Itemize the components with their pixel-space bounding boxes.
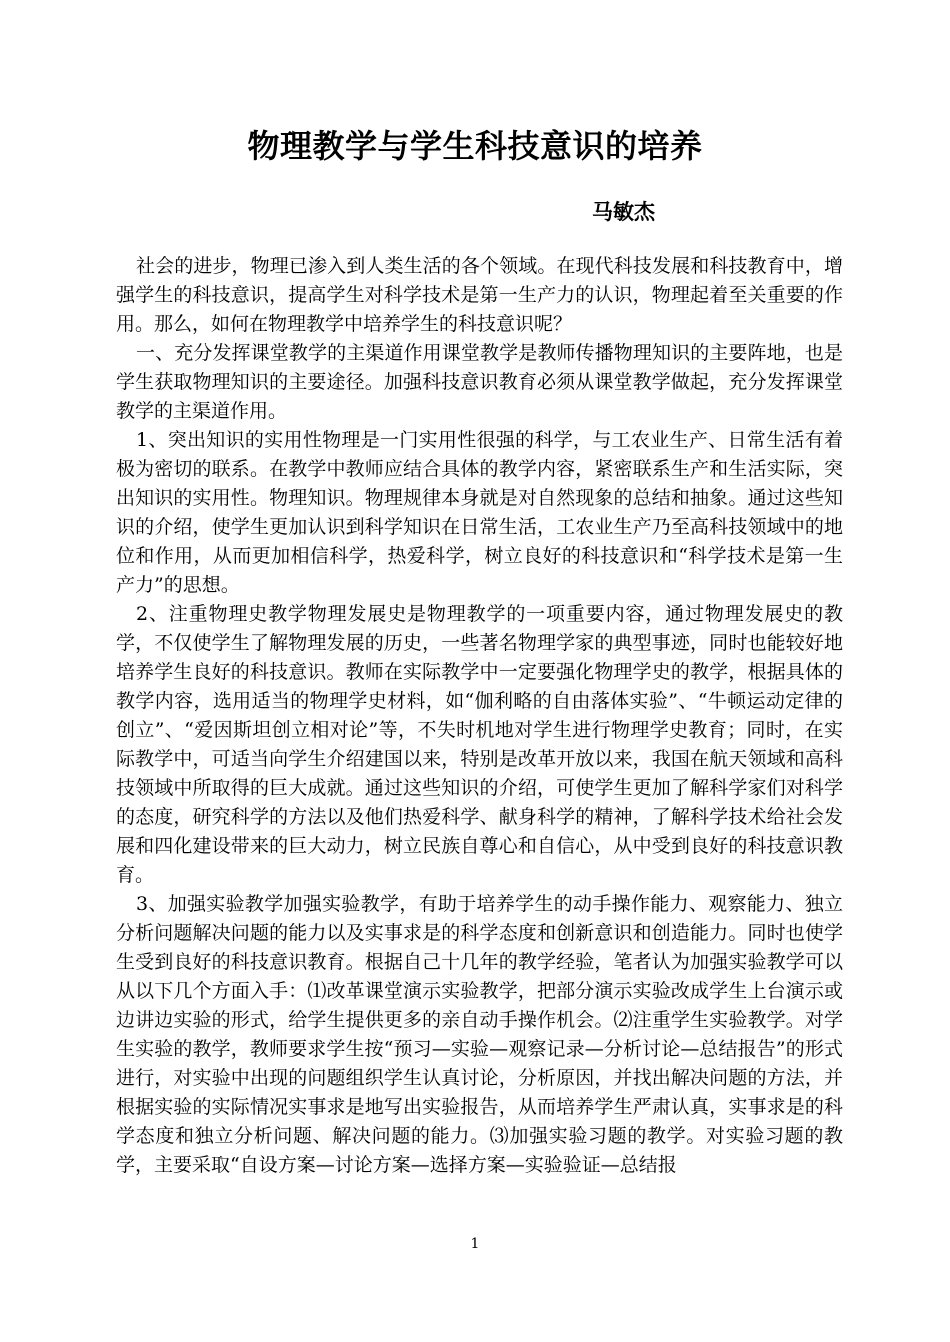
document-title: 物理教学与学生科技意识的培养 [247,127,703,165]
paragraph-point-1: 1、突出知识的实用性物理是一门实用性很强的科学，与工农业生产、日常生活有着极为密切的联系。在教学中教师应结合具体的教学内容，紧密联系生产和生活实际，突出知识的实用性。物理知识。物理规律本身就是对自然现象的总结和抽象。通过这些知识的介绍，使学生更加认识到科学知识在日常生活，工农业生产乃至高科技领域中的地位和作用，从而更加相信科学，热爱科学，树立良好的科技意识和“科学技术是第一生产力”的思想。 [116,429,843,596]
paragraph-point-3: 3、加强实验教学加强实验教学，有助于培养学生的动手操作能力、观察能力、独立分析问题解决问题的能力以及实事求是的科学态度和创新意识和创造能力。同时也使学生受到良好的科技意识教育。根据自己十几年的教学经验，笔者认为加强实验教学可以从以下几个方面入手：⑴改革课堂演示实验教学，把部分演示实验改成学生上台演示或边讲边实验的形式，给学生提供更多的亲自动手操作机会。⑵注重学生实验教学。对学生实验的教学，教师要求学生按“预习—实验—观察记录—分析讨论—总结报告”的形式进行，对实验中出现的问题组织学生认真讨论，分析原因，并找出解决问题的方法，并根据实验的实际情况实事求是地写出实验报告，从而培养学生严肃认真，实事求是的科学态度和独立分析问题、解决问题的能力。⑶加强实验习题的教学。对实验习题的教学，主要采取“自设方案—讨论方案—选择方案—实验验证—总结报 [116,893,843,1176]
page-number: 1 [470,1236,480,1252]
author-name: 马敏杰 [592,199,655,224]
body-text [116,252,843,1180]
paragraph-point-2: 2、注重物理史教学物理发展史是物理教学的一项重要内容，通过物理发展史的教学，不仅使学生了解物理发展的历史，一些著名物理学家的典型事迹，同时也能较好地培养学生良好的科技意识。教师在实际教学中一定要强化物理学史的教学，根据具体的教学内容，选用适当的物理学史材料，如“伽利略的自由落体实验”、“牛顿运动定律的创立”、“爱因斯坦创立相对论”等，不失时机地对学生进行物理学史教育；同时，在实际教学中，可适当向学生介绍建国以来，特别是改革开放以来，我国在航天领域和高科技领域中所取得的巨大成就。通过这些知识的介绍，可使学生更加了解科学家们对科学的态度，研究科学的方法以及他们热爱科学、献身科学的精神，了解科学技术给社会发展和四化建设带来的巨大动力，树立民族自尊心和自信心，从中受到良好的科技意识教育。 [116,603,843,886]
paragraph-intro: 社会的进步，物理已渗入到人类生活的各个领域。在现代科技发展和科技教育中，增强学生的科技意识，提高学生对科学技术是第一生产力的认识，物理起着至关重要的作用。那么，如何在物理教学中培养学生的科技意识呢？ [116,255,843,335]
paragraph-section-1: 一、充分发挥课堂教学的主渠道作用课堂教学是教师传播物理知识的主要阵地，也是学生获取物理知识的主要途径。加强科技意识教育必须从课堂教学做起，充分发挥课堂教学的主渠道作用。 [116,342,843,422]
